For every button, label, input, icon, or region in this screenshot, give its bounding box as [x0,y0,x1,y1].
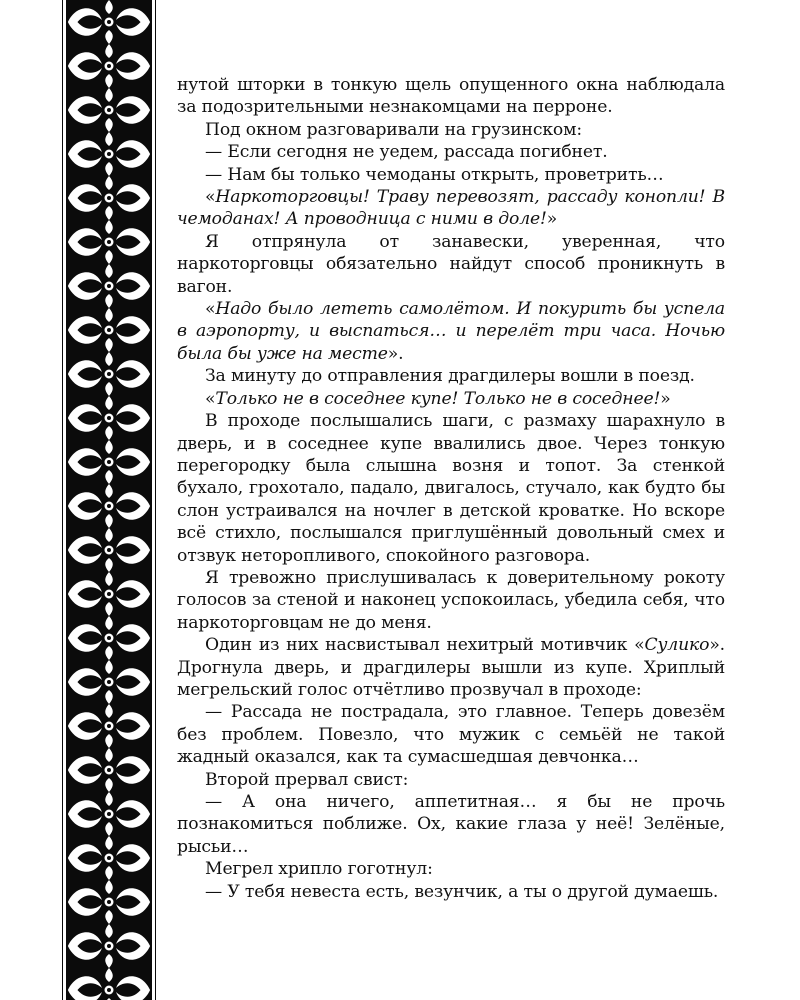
paragraph [177,791,725,858]
text-run: ». [387,343,404,364]
paragraph [177,567,725,634]
text-run: — У тебя невеста есть, везунчик, а ты о другой думаешь. [205,881,719,902]
paragraph [177,164,725,186]
ornamental-border [62,0,156,1000]
text-run: Под окном разговаривали на грузинском: [205,119,582,140]
text-run: Второй прервал свист: [205,769,409,790]
italic-text: Наркоторговцы! Траву перевозят, рассаду конопли! В чемоданах! А проводница с ними в доле! [177,187,725,230]
italic-text: Сулико [644,635,710,656]
text-run: « [205,299,216,320]
text-run: Один из них насвистывал нехитрый мотивчик « [205,635,645,656]
book-page-text [177,74,725,903]
text-run: — Если сегодня не уедем, рассада погибнет. [205,142,608,163]
text-run: « [205,187,216,208]
paragraph [177,186,725,231]
text-run: — А она ничего, аппетитная… я бы не прочь познакомиться поближе. Ох, какие глаза у неё! Зелёные, рысьи… [177,792,725,857]
text-run: Я тревожно прислушивалась к доверительному рокоту голосов за стеной и наконец успокоилась, убедила себя, что наркоторговцам не до меня. [177,567,725,633]
paragraph [177,231,725,298]
text-run: — Нам бы только чемоданы открыть, проветрить… [205,164,664,185]
text-run: ». Дрогнула дверь, и драгдилеры вышли из купе. Хриплый мегрельский голос отчётливо прозвучал в проходе: [177,635,725,700]
text-run: » [546,209,558,230]
italic-text: Только не в соседнее купе! Только не в соседнее! [215,388,661,409]
text-run: — Рассада не пострадала, это главное. Теперь довезём без проблем. Повезло, что мужик с семьёй не такой жадный оказался, как та сумасшедшая девчонка… [177,702,725,768]
paragraph [177,141,725,163]
text-run: нутой шторки в тонкую щель опущенного окна наблюдала за подозрительными незнакомцами на перроне. [177,75,725,118]
paragraph [177,634,725,701]
paragraph [177,388,725,410]
text-run: Мегрел хрипло гоготнул: [205,859,433,880]
paragraph [177,119,725,141]
text-run: « [205,388,216,409]
paragraph [177,298,725,365]
paragraph [177,410,725,567]
text-run: Я отпрянула от занавески, уверенная, что наркоторговцы обязательно найдут способ проникнуть в вагон. [177,231,725,297]
paragraph [177,701,725,768]
paragraph [177,365,725,387]
italic-text: Надо было лететь самолётом. И покурить бы успела в аэропорту, и выспаться… и перелёт три часа. Ночью была бы уже на месте [177,299,725,364]
text-run: В проходе послышались шаги, с размаху шарахнуло в дверь, и в соседнее купе ввалились двое. Через тонкую перегородку была слышна возня и топот. За стенкой бухало, грохотало, падало, двигалось, стучало, как будто бы слон устраивался на ночлег в детской кроватке. Но вскоре всё стихло, послышался приглушённый довольный смех и отзвук неторопливого, спокойного разговора. [177,411,725,566]
paragraph [177,858,725,880]
paragraph [177,881,725,903]
paragraph [177,74,725,119]
text-run: За минуту до отправления драгдилеры вошли в поезд. [205,366,695,387]
paragraph [177,769,725,791]
text-run: » [660,388,671,409]
